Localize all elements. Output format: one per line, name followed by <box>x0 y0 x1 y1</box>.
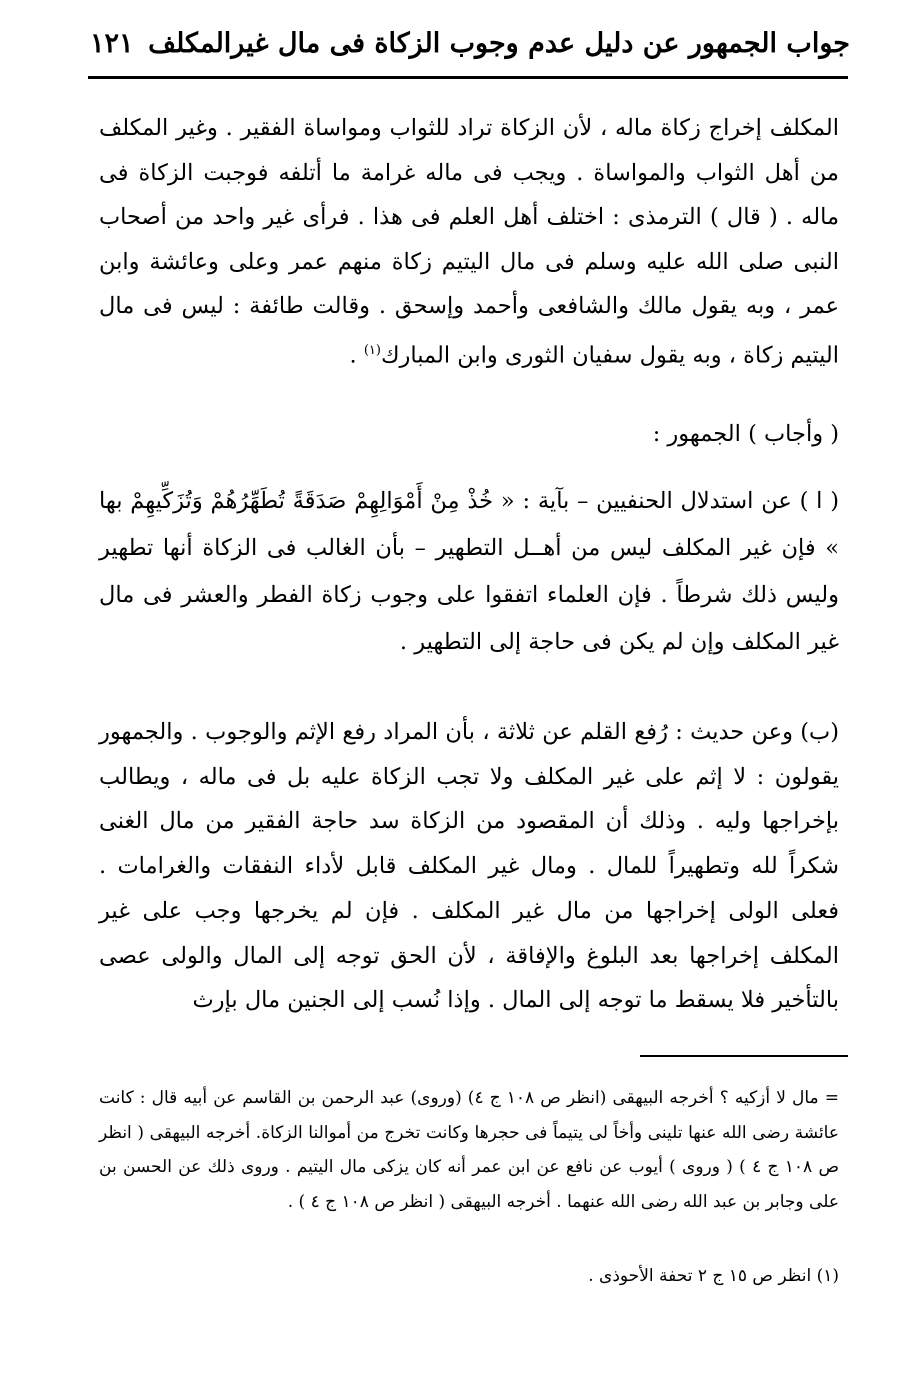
footnote-1: (١) انظر ص ١٥ ج ٢ تحفة الأحوذى . <box>588 1266 839 1286</box>
header-title: جواب الجمهور عن دليل عدم وجوب الزكاة فى مال غيرالمكلف <box>148 28 850 59</box>
footnote-rule <box>640 1055 848 1057</box>
page-number: ١٢١ <box>90 28 134 59</box>
header-rule <box>88 76 848 79</box>
paragraph-1 <box>99 106 839 378</box>
footnote-continuation: = مال لا أزكيه ؟ أخرجه البيهقى (انظر ص ١٠٨ ج ٤) (وروى) عبد الرحمن بن القاسم عن أبيه قال : كانت عائشة رضى الله عنها تلينى وأخاً لى يتيماً فى حجرها وكانت تخرج من أموالنا الزكاة. أخرجه البيهقى ( انظر ص ١٠٨ ج ٤ ) ( وروى ) أيوب عن نافع عن ابن عمر أنه كان يزكى مال اليتيم . وروى ذلك عن الحسن بن على وجابر بن عبد الله رضى الله عنهما . أخرجه البيهقى ( انظر ص ١٠٨ ج ٤ ) . <box>99 1088 840 1212</box>
footnote-reference: (١) <box>363 342 381 358</box>
paragraph-4: (ب) وعن حديث : رُفع القلم عن ثلاثة ، بأن المراد رفع الإثم والوجوب . والجمهور يقولون : لا إثم على غير المكلف ولا تجب الزكاة عليه بل فى ماله ، ويطالب بإخراجها وليه . وذلك أن المقصود من الزكاة سد حاجة الفقير من مال الغنى شكراً لله وتطهيراً للمال . ومال غير المكلف قابل لأداء النفقات والغرامات . فعلى الولى إخراجها من مال غير المكلف . فإن لم يخرجها وجب على غير المكلف إخراجها بعد البلوغ والإفاقة ، لأن الحق توجه إلى المال والولى عصى بالتأخير فلا يسقط ما توجه إلى المال . وإذا نُسب إلى الجنين مال بإرث <box>99 719 839 1014</box>
paragraph-1-end: . <box>349 342 364 368</box>
paragraph-1-text: المكلف إخراج زكاة ماله ، لأن الزكاة تراد للثواب ومواساة الفقير . وغير المكلف من أهل الثواب والمواساة . ويجب فى ماله غرامة ما أتلفه فوجبت الزكاة فى ماله . ( قال ) الترمذى : اختلف أهل العلم فى هذا . فرأى غير واحد من أصحاب النبى صلى الله عليه وسلم فى مال اليتيم زكاة منهم عمر وعلى وعائشة وابن عمر ، وبه يقول مالك والشافعى وأحمد وإسحق . وقالت طائفة : ليس فى مال اليتيم زكاة ، وبه يقول سفيان الثورى وابن المبارك <box>99 115 839 368</box>
running-header <box>90 22 850 72</box>
paragraph-3: ( ا ) عن استدلال الحنفيين – بآية : « خُذْ مِنْ أَمْوَالِهِمْ صَدَقَةً تُطَهِّرُهُمْ وَتُزَكِّيهِمْ بها » فإن غير المكلف ليس من أهــل التطهير – بأن الغالب فى الزكاة أنها تطهير وليس ذلك شرطاً . فإن العلماء اتفقوا على وجوب زكاة الفطر والعشر فى مال غير المكلف وإن لم يكن فى حاجة إلى التطهير . <box>99 488 839 655</box>
paragraph-2-heading: ( وأجاب ) الجمهور : <box>652 421 839 447</box>
